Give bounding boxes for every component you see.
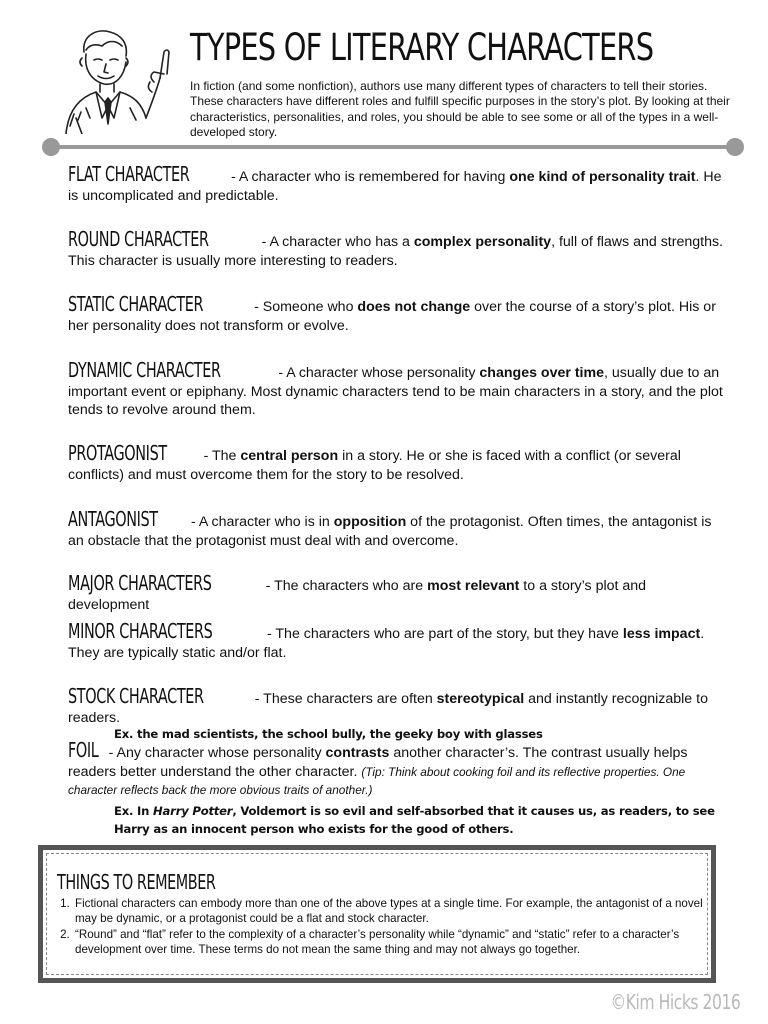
entry-round-character — [68, 229, 728, 270]
term-heading: FOIL — [68, 738, 99, 762]
term-heading: STATIC CHARACTER — [68, 292, 204, 316]
term-heading: STOCK CHARACTER — [68, 684, 204, 708]
term-heading: DYNAMIC CHARACTER — [68, 358, 221, 382]
entry-antagonist — [68, 509, 728, 550]
list-item: 2. “Round” and “flat” refer to the complexity of a character’s personality while “dynamic” and “static” refer to a character’s development over time. These terms do not mean the same thing and may not always go together. — [73, 927, 719, 958]
example-text: Ex. In Harry Potter, Voldemort is so evil and self-absorbed that it causes us, as readers, to see Harry as an innocent person who exists for the good of others. — [114, 803, 715, 836]
term-heading: PROTAGONIST — [68, 441, 167, 465]
entry-dynamic-character — [68, 360, 728, 420]
pointing-man-icon — [56, 22, 182, 134]
term-heading: ANTAGONIST — [68, 507, 158, 531]
definition: ROUND CHARACTER - A character who has a complex personality, full of flaws and strengths. This character is usually more interesting to readers. — [68, 227, 723, 269]
book-title: Harry Potter — [153, 803, 233, 818]
page-title: TYPES OF LITERARY CHARACTERS — [190, 26, 654, 69]
term-heading: MINOR CHARACTERS — [68, 619, 213, 643]
entry-stock-character — [68, 686, 728, 743]
entry-static-character — [68, 294, 728, 335]
key-phrase: stereotypical — [436, 691, 525, 707]
definition: PROTAGONIST - The central person in a story. He or she is faced with a conflict (or several conflicts) and must overcome them for the story to be resolved. — [68, 441, 681, 483]
copyright-credit: ©Kim Hicks 2016 — [610, 990, 740, 1014]
key-phrase: most relevant — [427, 578, 520, 594]
things-to-remember-box — [38, 845, 716, 983]
example-text: Ex. the mad scientists, the school bully, the geeky boy with glasses — [114, 727, 543, 741]
page-header — [0, 0, 768, 160]
definition: FLAT CHARACTER - A character who is remembered for having one kind of personality trait. He is uncomplicated and predictable. — [68, 162, 722, 204]
header-divider — [42, 138, 744, 156]
key-phrase: does not change — [357, 299, 471, 315]
key-phrase: one kind of personality trait — [509, 169, 696, 185]
intro-paragraph: In fiction (and some nonfiction), authors use many different types of characters to tell their stories. These characters have different roles and fulfill specific purposes in the story’s plot. By looking at their characteristics, personalities, and roles, you should be able to see some or all of the types in a well-developed story. — [190, 79, 730, 140]
key-phrase: complex personality — [413, 234, 552, 250]
key-phrase: less impact — [622, 626, 701, 642]
key-phrase: opposition — [333, 514, 407, 530]
definition: MINOR CHARACTERS - The characters who are part of the story, but they have less impact. They are typically static and/or flat. — [68, 619, 705, 661]
definition: STATIC CHARACTER - Someone who does not change over the course of a story’s plot. His or her personality does not transform or evolve. — [68, 292, 716, 334]
entry-protagonist — [68, 443, 728, 484]
definition: DYNAMIC CHARACTER - A character whose personality changes over time, usually due to an important event or epiphany. Most dynamic characters tend to be main characters in a story, and the plot tends to revolve around them. — [68, 358, 723, 418]
definition: MAJOR CHARACTERS - The characters who are most relevant to a story’s plot and development — [68, 571, 647, 613]
entry-foil — [68, 740, 728, 838]
definition: STOCK CHARACTER - These characters are often stereotypical and instantly recognizable to readers. — [68, 684, 708, 726]
term-heading: ROUND CHARACTER — [68, 227, 209, 251]
tip-text: (Tip: Think about cooking foil and its reflective properties. One character reflects back the more obvious traits of another.) — [68, 764, 686, 797]
box-heading: THINGS TO REMEMBER — [57, 870, 216, 894]
list-item: 1. Fictional characters can embody more than one of the above types at a single time. For example, the antagonist of a novel may be dynamic, or a protagonist could be a flat and stock character. — [73, 896, 719, 927]
key-phrase: changes over time — [479, 365, 605, 381]
key-phrase: contrasts — [325, 745, 390, 761]
term-heading: MAJOR CHARACTERS — [68, 571, 212, 595]
entry-major-characters — [68, 573, 728, 614]
term-heading: FLAT CHARACTER — [68, 162, 190, 186]
definition: ANTAGONIST - A character who is in opposition of the protagonist. Often times, the antagonist is an obstacle that the protagonist must deal with and overcome. — [68, 507, 712, 549]
remember-list — [57, 896, 719, 958]
definition: FOIL - Any character whose personality contrasts another character’s. The contrast usually helps readers better understand the other character. (Tip: Think about cooking foil and its reflective properties. One character reflects back the more obvious traits of another.) — [68, 738, 688, 797]
entry-minor-characters — [68, 621, 728, 662]
key-phrase: central person — [240, 448, 339, 464]
entry-flat-character — [68, 164, 728, 205]
